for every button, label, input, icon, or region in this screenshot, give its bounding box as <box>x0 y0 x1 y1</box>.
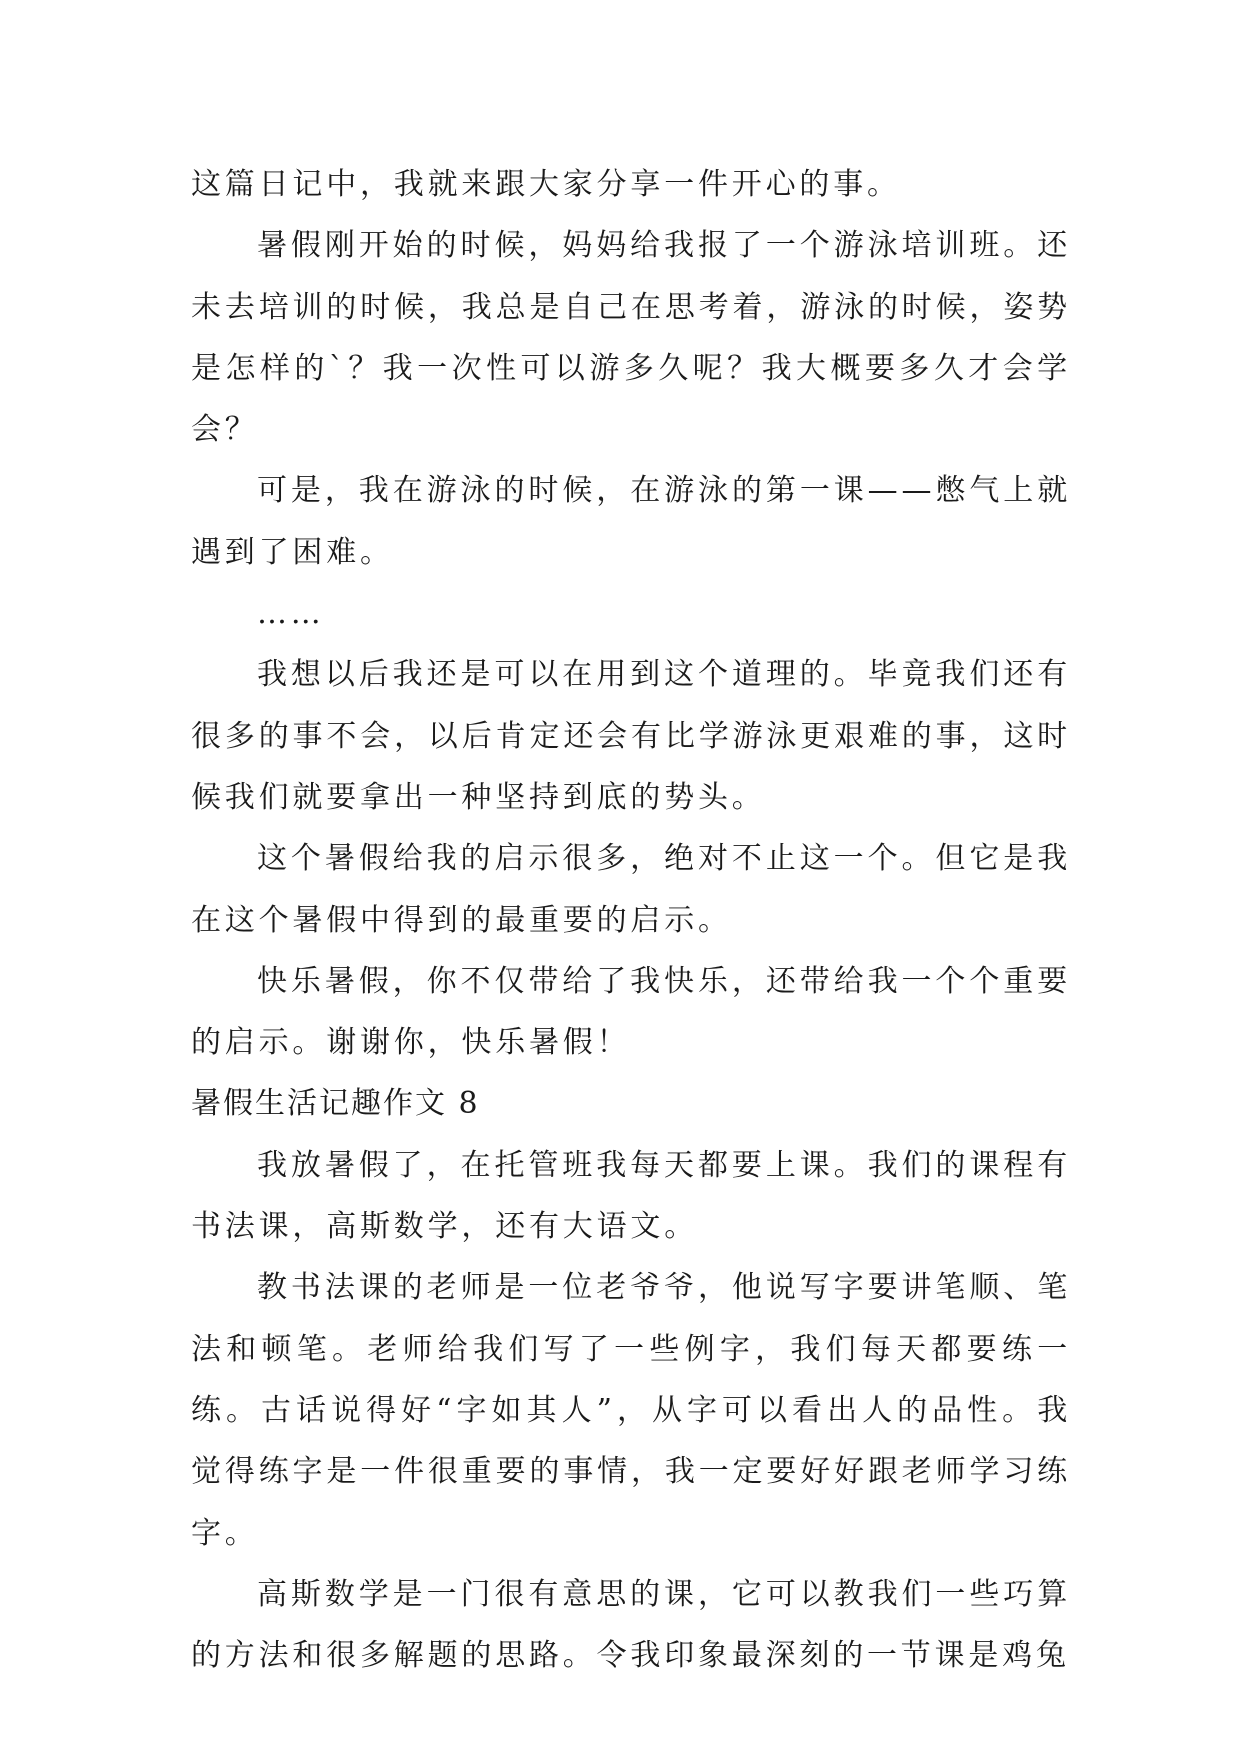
paragraph: 我想以后我还是可以在用到这个道理的。毕竟我们还有很多的事不会，以后肯定还会有比学游泳更艰难的事，这时候我们就要拿出一种坚持到底的势头。 <box>191 657 1071 815</box>
paragraph: 我放暑假了，在托管班我每天都要上课。我们的课程有书法课，高斯数学，还有大语文。 <box>191 1147 1071 1245</box>
paragraph: 高斯数学是一门很有意思的课，它可以教我们一些巧算的方法和很多解题的思路。令我印象最深刻的一节课是鸡兔 <box>191 1576 1071 1674</box>
paragraph: 教书法课的老师是一位老爷爷，他说写字要讲笔顺、笔法和顿笔。老师给我们写了一些例字，我们每天都要练一练。古话说得好“字如其人”，从字可以看出人的品性。我觉得练字是一件很重要的事情，我一定要好好跟老师学习练字。 <box>191 1270 1071 1551</box>
paragraph-continuation: 这篇日记中，我就来跟大家分享一件开心的事。 <box>191 167 901 202</box>
paragraph: 快乐暑假，你不仅带给了我快乐，还带给我一个个重要的启示。谢谢你，快乐暑假！ <box>191 963 1071 1061</box>
paragraph-ellipsis: …… <box>257 596 325 632</box>
paragraph: 暑假刚开始的时候，妈妈给我报了一个游泳培训班。还未去培训的时候，我总是自己在思考着，游泳的时候，姿势是怎样的`？我一次性可以游多久呢？我大概要多久才会学会？ <box>191 228 1071 448</box>
section-heading: 暑假生活记趣作文 8 <box>191 1086 480 1122</box>
paragraph: 这个暑假给我的启示很多，绝对不止这一个。但它是我在这个暑假中得到的最重要的启示。 <box>191 841 1071 938</box>
document-body <box>191 154 1071 1686</box>
paragraph: 可是，我在游泳的时候，在游泳的第一课——憋气上就遇到了困难。 <box>191 473 1071 570</box>
